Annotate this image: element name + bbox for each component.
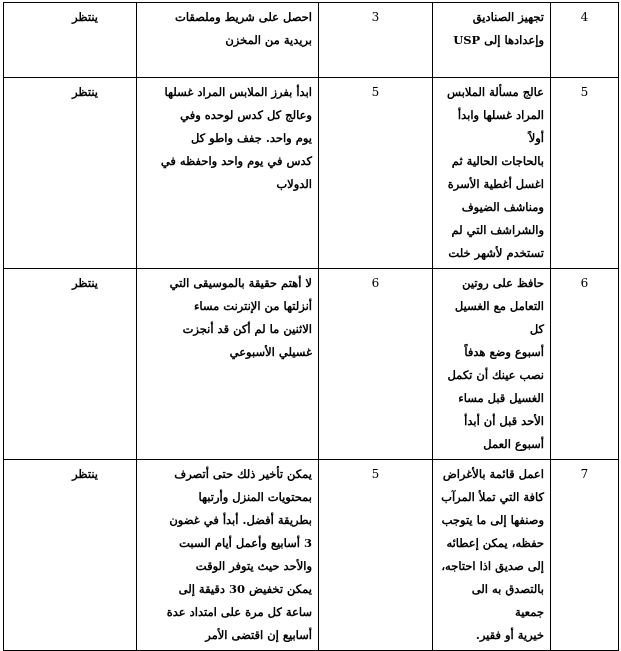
table-row — [4, 78, 619, 269]
status-cell: ينتظر — [4, 78, 137, 269]
table-row — [4, 3, 619, 78]
task-cell — [433, 78, 551, 269]
row-number-cell: 6 — [551, 269, 619, 460]
row-number-cell: 5 — [551, 78, 619, 269]
rating-cell: 5 — [319, 460, 433, 651]
note-text: احصل على شريط وملصقات بريدية من المخزن — [175, 10, 312, 47]
task-cell — [433, 3, 551, 78]
task-text: حافظ على روتين التعامل مع الغسيل كل أسبوع وضع هدفاً نصب عينك أن تكمل الغسيل قبل مساء الأحد قبل أن أبدأ أسبوع العمل — [447, 276, 544, 451]
status-cell: ينتظر — [4, 460, 137, 651]
status-cell: ينتظر — [4, 3, 137, 78]
rating-cell: 5 — [319, 78, 433, 269]
note-text: لا أهتم حقيقة بالموسيقى التي أنزلتها من الإنترنت مساء الاثنين ما لم أكن قد أنجزت غسيلي الأسبوعي — [169, 276, 312, 359]
note-cell — [137, 460, 319, 651]
rating-cell: 3 — [319, 3, 433, 78]
note-text: ابدأ بفرز الملابس المراد غسلها وعالج كل كدس لوحده وفي يوم واحد. جفف واطو كل كدس في يوم واحد واحفظه في الدولاب — [160, 85, 312, 191]
note-cell — [137, 3, 319, 78]
task-table — [3, 2, 619, 651]
note-cell — [137, 269, 319, 460]
task-cell — [433, 269, 551, 460]
task-cell — [433, 460, 551, 651]
task-text: اعمل قائمة بالأغراض كافة التي تملأ المرآب وصنفها إلى ما يتوجب حفظه، يمكن إعطائه إلى صديق اذا احتاجه، بالتصدق به الى جمعية خيرية أو فقير. — [441, 467, 544, 642]
note-cell — [137, 78, 319, 269]
task-text: عالج مسألة الملابس المراد غسلها وابدأ أولاً بالحاجات الحالية ثم اغسل أغطية الأسرة ومناشف الضيوف والشراشف التي لم تستخدم لأشهر خلت — [447, 85, 544, 260]
rating-cell: 6 — [319, 269, 433, 460]
table-row — [4, 460, 619, 651]
row-number-cell: 4 — [551, 3, 619, 78]
row-number-cell: 7 — [551, 460, 619, 651]
table-row — [4, 269, 619, 460]
status-cell: ينتظر — [4, 269, 137, 460]
task-text: تجهيز الصناديق وإعدادها إلى USP — [453, 10, 544, 47]
note-text: يمكن تأخير ذلك حتى أتصرف بمحتويات المنزل وأرتبها بطريقة أفضل. أبدأ في غضون 3 أسابيع وأعمل أيام السبت والأحد حيث يتوفر الوقت يمكن تخفيض 30 دقيقة إلى ساعة كل مرة على امتداد عدة أسابيع إن اقتضى الأمر — [166, 467, 312, 642]
